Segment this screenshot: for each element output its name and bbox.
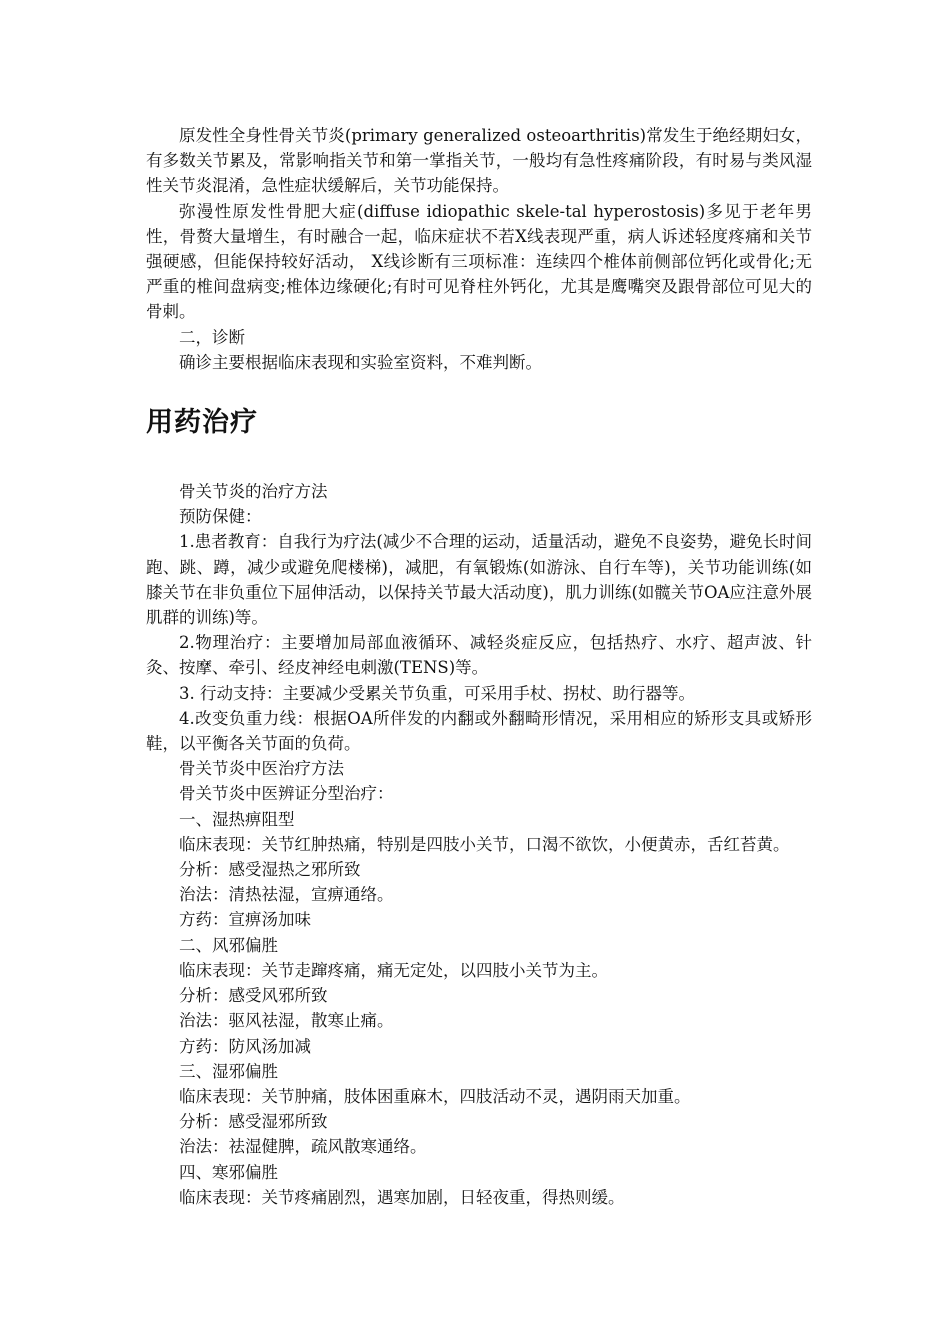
type1-treatment: 治法：清热祛湿，宣痹通络。	[179, 885, 394, 905]
paragraph-diagnosis: 确诊主要根据临床表现和实验室资料，不难判断。	[179, 352, 542, 372]
paragraph-mobility-support: 3. 行动支持：主要减少受累关节负重，可采用手杖、拐杖、助行器等。	[179, 683, 695, 703]
type2-clinical: 临床表现：关节走蹿疼痛，痛无定处，以四肢小关节为主。	[179, 960, 608, 980]
treatment-methods-title: 骨关节炎的治疗方法	[179, 482, 328, 502]
paragraph-physical-therapy: 2.物理治疗：主要增加局部血液循环、减轻炎症反应，包括热疗、水疗、超声波、针灸、按摩、牵引、经皮神经电刺激(TENS)等。	[146, 633, 812, 678]
paragraph-load-alignment: 4.改变负重力线：根据OA所伴发的内翻或外翻畸形情况，采用相应的矫形支具或矫形鞋，以平衡各关节面的负荷。	[146, 708, 812, 754]
type3-treatment: 治法：祛湿健脾，疏风散寒通络。	[179, 1137, 427, 1157]
tcm-methods-title: 骨关节炎中医治疗方法	[179, 759, 344, 779]
type4-title: 四、寒邪偏胜	[179, 1162, 278, 1182]
type2-analysis: 分析：感受风邪所致	[179, 986, 328, 1006]
type1-clinical: 临床表现：关节红肿热痛，特别是四肢小关节，口渴不欲饮，小便黄赤，舌红苔黄。	[179, 834, 790, 854]
subheading-diagnosis: 二，诊断	[179, 327, 245, 347]
paragraph-primary-generalized-oa: 原发性全身性骨关节炎(primary generalized osteoarthritis)常发生于绝经期妇女，有多数关节累及，常影响指关节和第一掌指关节，一般均有急性疼痛阶段，有时易与类风湿性关节炎混淆，急性症状缓解后，关节功能保持。	[146, 126, 812, 196]
type1-title: 一、湿热痹阻型	[179, 809, 295, 829]
prevention-title: 预防保健：	[179, 507, 262, 527]
type2-prescription: 方药：防风汤加减	[179, 1036, 311, 1056]
paragraph-patient-education: 1.患者教育：自我行为疗法(减少不合理的运动，适量活动，避免不良姿势，避免长时间跑、跳、蹲，减少或避免爬楼梯)，减肥，有氧锻炼(如游泳、自行车等)，关节功能训练(如膝关节在非负重位下屈伸活动，以保持关节最大活动度)，肌力训练(如髋关节OA应注意外展肌群的训练)等。	[146, 532, 812, 628]
tcm-classification-title: 骨关节炎中医辨证分型治疗：	[179, 784, 394, 804]
type2-title: 二、风邪偏胜	[179, 935, 278, 955]
type4-clinical: 临床表现：关节疼痛剧烈，遇寒加剧，日轻夜重，得热则缓。	[179, 1187, 625, 1207]
type3-clinical: 临床表现：关节肿痛，肢体困重麻木，四肢活动不灵，遇阴雨天加重。	[179, 1086, 691, 1106]
paragraph-diffuse-hyperostosis: 弥漫性原发性骨肥大症(diffuse idiopathic skele-tal hyperostosis)多见于老年男性，骨赘大量增生，有时融合一起，临床症状不若X线表现严重，病人诉述轻度疼痛和关节强硬感，但能保持较好活动， X线诊断有三项标准：连续四个椎体前侧部位钙化或骨化;无严重的椎间盘病变;椎体边缘硬化;有时可见脊柱外钙化，尤其是鹰嘴突及跟骨部位可见大的骨刺。	[146, 201, 812, 322]
document-page	[146, 123, 812, 1210]
type1-analysis: 分析：感受湿热之邪所致	[179, 860, 361, 880]
type3-analysis: 分析：感受湿邪所致	[179, 1112, 328, 1132]
type3-title: 三、湿邪偏胜	[179, 1061, 278, 1081]
type1-prescription: 方药：宣痹汤加味	[179, 910, 311, 930]
section-heading-medication: 用药治疗	[146, 407, 258, 439]
type2-treatment: 治法：驱风祛湿，散寒止痛。	[179, 1011, 394, 1031]
